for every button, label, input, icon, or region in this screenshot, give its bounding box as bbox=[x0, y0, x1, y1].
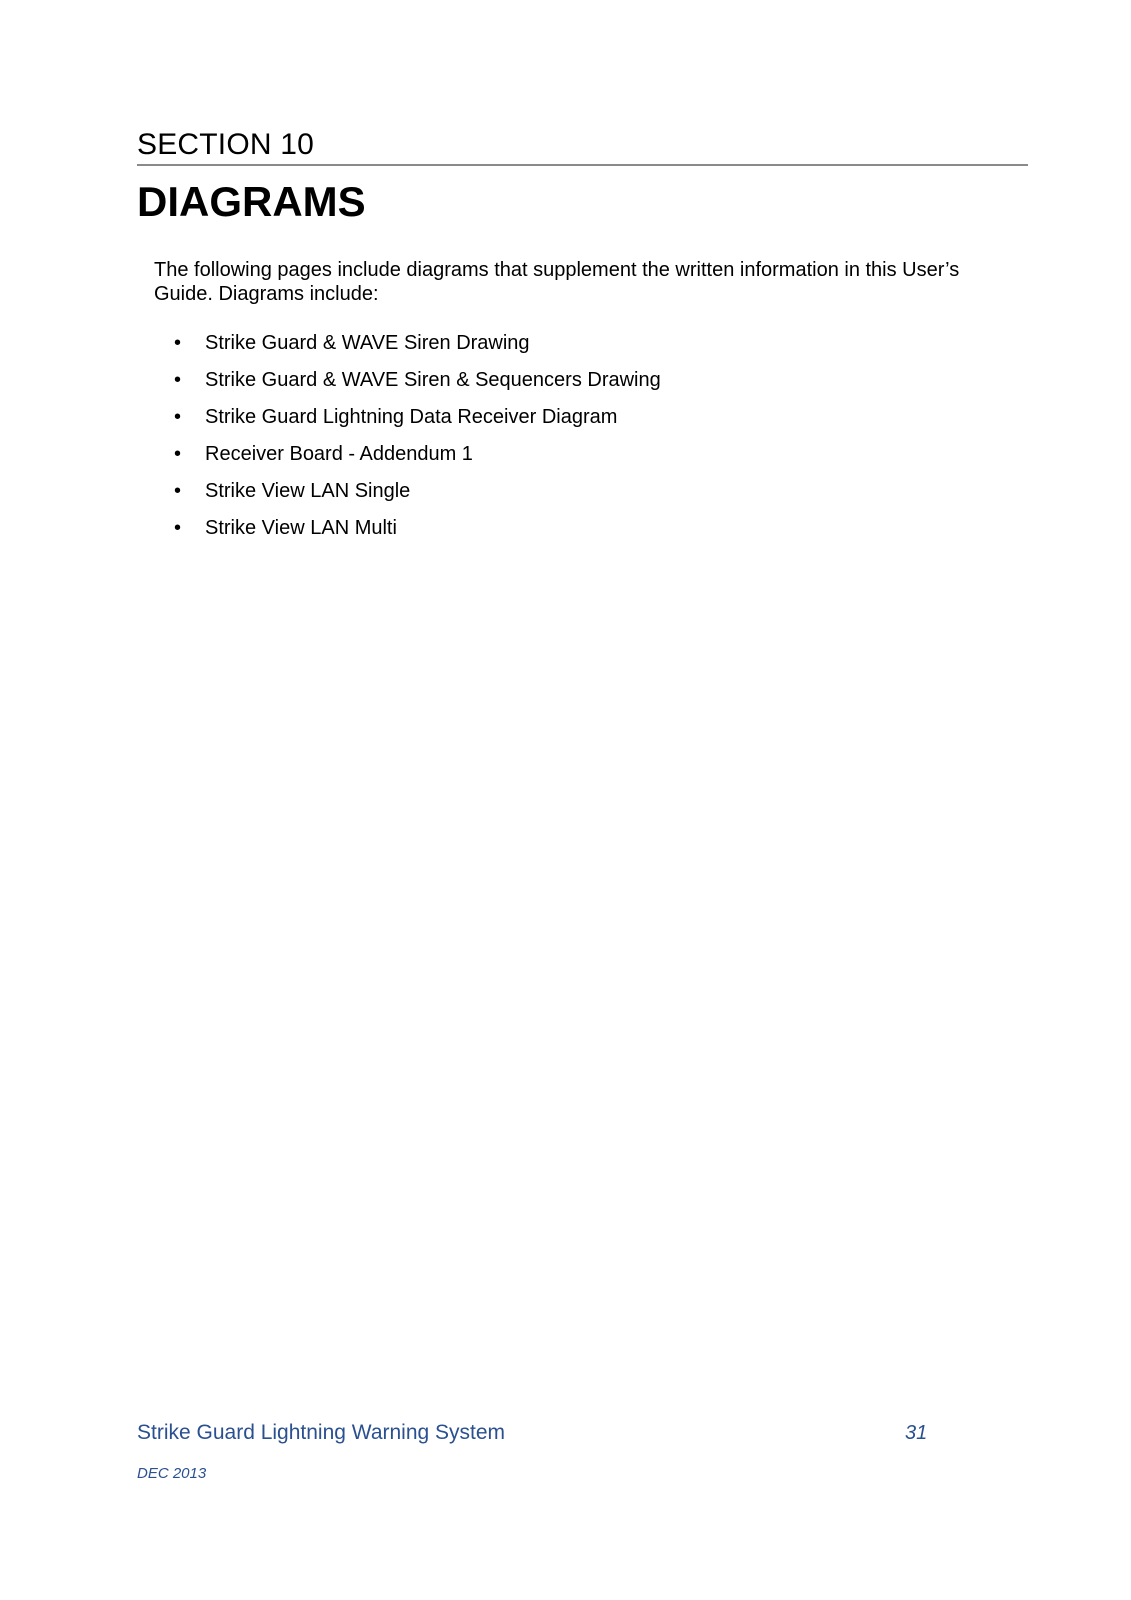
footer-date: DEC 2013 bbox=[137, 1465, 207, 1482]
list-item bbox=[154, 368, 661, 405]
bullet-icon: • bbox=[174, 443, 182, 465]
bullet-icon: • bbox=[174, 480, 182, 502]
list-item-label: Strike Guard & WAVE Siren Drawing bbox=[205, 332, 530, 354]
bullet-icon: • bbox=[174, 369, 182, 391]
list-item bbox=[154, 442, 661, 479]
footer-page-number: 31 bbox=[905, 1422, 928, 1444]
list-item-label: Strike View LAN Multi bbox=[205, 517, 397, 539]
list-item-label: Strike View LAN Single bbox=[205, 480, 411, 502]
diagram-list bbox=[154, 331, 661, 553]
list-item bbox=[154, 479, 661, 516]
list-item bbox=[154, 405, 661, 442]
bullet-icon: • bbox=[174, 406, 182, 428]
bullet-icon: • bbox=[174, 517, 182, 539]
footer-document-title: Strike Guard Lightning Warning System bbox=[137, 1421, 506, 1444]
intro-paragraph: The following pages include diagrams that supplement the written information in this User’s Guide. Diagrams include: bbox=[154, 259, 960, 305]
list-item bbox=[154, 516, 661, 553]
list-item bbox=[154, 331, 661, 368]
list-item-label: Strike Guard Lightning Data Receiver Diagram bbox=[205, 406, 618, 428]
section-label: SECTION 10 bbox=[137, 128, 315, 161]
list-item-label: Receiver Board - Addendum 1 bbox=[205, 443, 473, 465]
page-title: DIAGRAMS bbox=[137, 178, 366, 225]
bullet-icon: • bbox=[174, 332, 182, 354]
section-divider bbox=[137, 164, 1028, 166]
list-item-label: Strike Guard & WAVE Siren & Sequencers Drawing bbox=[205, 369, 661, 391]
